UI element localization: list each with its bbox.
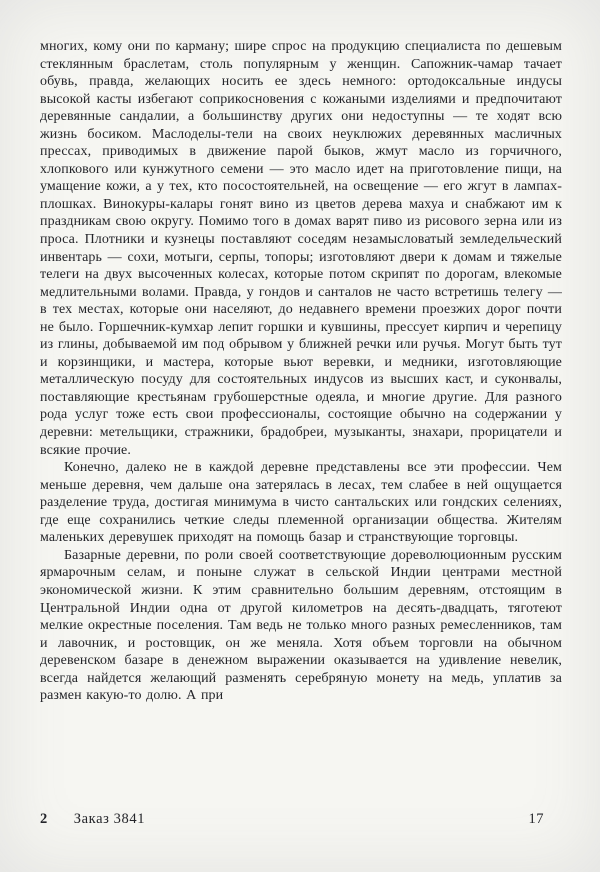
body-text [40, 38, 562, 705]
paragraph: Базарные деревни, по роли своей соответствующие дореволюционным русским ярмарочным селам, и поныне служат в сельской Индии центрами местной экономической жизни. К этим сравнительно большим деревням, отстоящим в Центральной Индии одна от другой километров на десять-двадцать, тяготеют мелкие окрестные поселения. Там ведь не только много разных ремесленников, там и лавочник, и ростовщик, он же меняла. Хотя объем торговли на обычном деревенском базаре в денежном выражении оказывается на удивление невелик, всегда найдется желающий разменять серебряную монету на медь, уплатив за размен какую-то долю. А при [40, 547, 562, 704]
page-footer [40, 797, 562, 828]
print-order-label: Заказ 3841 [73, 811, 146, 827]
footer-left-group [40, 811, 145, 828]
paragraph: Конечно, далеко не в каждой деревне представлены все эти профессии. Чем меньше деревня, чем дальше она затерялась в лесах, тем слабее в ней ощущается разделение труда, достигая минимума в чисто сантальских или гондских селениях, где еще сохранились четкие следы племенной организации общества. Жителям маленьких деревушек приходят на помощь базар и странствующие торговцы. [40, 460, 562, 546]
signature-number: 2 [40, 811, 48, 827]
page-number: 17 [528, 811, 544, 827]
paragraph: многих, кому они по карману; шире спрос на продукцию специалиста по дешевым стеклянным браслетам, столь популярным у женщин. Сапожник-чамар тачает обувь, правда, желающих носить ее здесь немного: ортодоксальные индусы высокой касты избегают соприкосновения с кожаными изделиями и предпочитают деревянные сандалии, а большинству других они недоступны — те ходят всю жизнь босиком. Маслоделы-тели на своих неуклюжих деревянных масличных прессах, приводимых в движение парой быков, жмут масло из горчичного, хлопкового или кунжутного семени — это масло идет на приготовление пищи, на умащение кожи, а у тех, кто посостоятельней, на освещение — его жгут в лампах-плошках. Винокуры-калары гонят вино из цветов дерева махуа и снабжают им к праздникам свою округу. Помимо того в домах варят пиво из рисового зерна или из проса. Плотники и кузнецы поставляют соседям незамысловатый земледельческий инвентарь — сохи, мотыги, серпы, топоры; изготовляют двери к домам и тяжелые телеги на двух высоченных колесах, которые потом скрипят по дорогам, влекомые медлительными волами. Правда, у гондов и санталов не часто встретишь телегу — в тех местах, которые они населяют, до недавнего времени проезжих дорог почти не было. Горшечник-кумхар лепит горшки и кувшины, прессует кирпич и черепицу из глины, добываемой им под обрывом у ближней речки или ручья. Могут быть тут и корзинщики, и мастера, которые вьют веревки, и медники, изготовляющие металлическую посуду для состоятельных индусов из высших каст, и суконвалы, поставляющие крестьянам грубошерстные одеяла, и многие другие. Для разного рода услуг тоже есть свои профессионалы, состоящие обычно на содержании у деревни: метельщики, стражники, брадобреи, музыканты, знахари, прорицатели и всякие прочие. [40, 39, 562, 458]
